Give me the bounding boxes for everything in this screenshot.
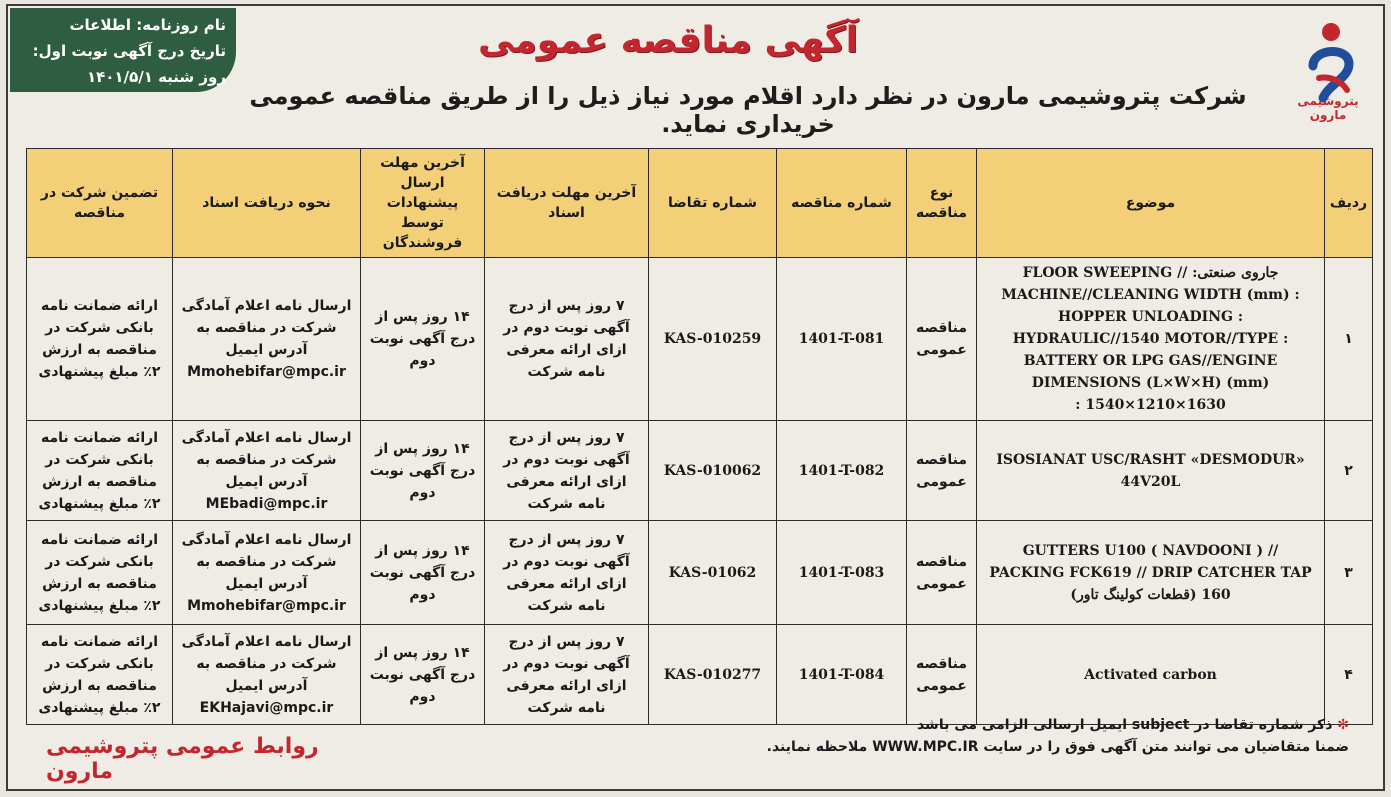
publish-date-label: تاریخ درج آگهی نوبت اول: bbox=[32, 42, 226, 60]
cell-tender-number: 1401-T-081 bbox=[777, 258, 907, 421]
cell-subject: Activated carbon bbox=[977, 625, 1325, 725]
cell-tender-number: 1401-T-084 bbox=[777, 625, 907, 725]
cell-request-number: KAS-010277 bbox=[649, 625, 777, 725]
cell-subject: GUTTERS U100 ( NAVDOONI ) // PACKING FCK619 // DRIP CATCHER TAP 160 (قطعات کولینگ تاور) bbox=[977, 521, 1325, 625]
cell-row-number: ۳ bbox=[1325, 521, 1373, 625]
header-offer-deadline: آخرین مهلت ارسال پیشنهادات توسط فروشندگان bbox=[361, 149, 485, 258]
tender-advertisement bbox=[6, 4, 1385, 791]
cell-doc-method: ارسال نامه اعلام آمادگی شرکت در مناقصه به آدرس ایمیل MEbadi@mpc.ir bbox=[173, 421, 361, 521]
cell-subject: جاروی صنعتی: // FLOOR SWEEPING MACHINE//CLEANING WIDTH (mm) : HOPPER UNLOADING : HYDRAULIC//1540 MOTOR//TYPE : BATTERY OR LPG GAS//ENGINE DIMENSIONS (L×W×H) (mm) 1540×1210×1630 : bbox=[977, 258, 1325, 421]
table-row bbox=[27, 258, 1373, 421]
footer-note-2: ضمنا متقاضیان می توانند متن آگهی فوق را در سایت WWW.MPC.IR ملاحظه نمایند. bbox=[766, 739, 1349, 755]
cell-row-number: ۱ bbox=[1325, 258, 1373, 421]
header-type: نوع مناقصه bbox=[907, 149, 977, 258]
page-subtitle: شرکت پتروشیمی مارون در نظر دارد اقلام مورد نیاز ذیل را از طریق مناقصه عمومی خریداری نماید. bbox=[249, 82, 1247, 138]
public-relations-signature: روابط عمومی پتروشیمی مارون bbox=[46, 734, 319, 784]
cell-doc-method: ارسال نامه اعلام آمادگی شرکت در مناقصه به آدرس ایمیل Mmohebifar@mpc.ir bbox=[173, 258, 361, 421]
table-row bbox=[27, 625, 1373, 725]
cell-row-number: ۲ bbox=[1325, 421, 1373, 521]
cell-tender-number: 1401-T-083 bbox=[777, 521, 907, 625]
header-doc-deadline: آخرین مهلت دریافت اسناد bbox=[485, 149, 649, 258]
header-subject: موضوع bbox=[977, 149, 1325, 258]
cell-doc-method: ارسال نامه اعلام آمادگی شرکت در مناقصه به آدرس ایمیل EKHajavi@mpc.ir bbox=[173, 625, 361, 725]
cell-tender-number: 1401-T-082 bbox=[777, 421, 907, 521]
cell-type: مناقصه عمومی bbox=[907, 521, 977, 625]
table-row bbox=[27, 521, 1373, 625]
header-doc-method: نحوه دریافت اسناد bbox=[173, 149, 361, 258]
cell-doc-deadline: ۷ روز پس از درج آگهی نوبت دوم در ازای ارائه معرفی نامه شرکت bbox=[485, 521, 649, 625]
cell-type: مناقصه عمومی bbox=[907, 625, 977, 725]
cell-offer-deadline: ۱۴ روز پس از درج آگهی نوبت دوم bbox=[361, 625, 485, 725]
cell-row-number: ۴ bbox=[1325, 625, 1373, 725]
cell-doc-method: ارسال نامه اعلام آمادگی شرکت در مناقصه به آدرس ایمیل Mmohebifar@mpc.ir bbox=[173, 521, 361, 625]
cell-offer-deadline: ۱۴ روز پس از درج آگهی نوبت دوم bbox=[361, 258, 485, 421]
logo-text: پتروشیمی مارون bbox=[1297, 94, 1359, 122]
cell-guarantee: ارائه ضمانت نامه بانکی شرکت در مناقصه به ارزش ۲٪ مبلغ پیشنهادی bbox=[27, 258, 173, 421]
header-guarantee: تضمین شرکت در مناقصه bbox=[27, 149, 173, 258]
cell-type: مناقصه عمومی bbox=[907, 258, 977, 421]
cell-doc-deadline: ۷ روز پس از درج آگهی نوبت دوم در ازای ارائه معرفی نامه شرکت bbox=[485, 258, 649, 421]
cell-request-number: KAS-010259 bbox=[649, 258, 777, 421]
tender-table bbox=[26, 148, 1373, 725]
table-header-row bbox=[27, 149, 1373, 258]
cell-doc-deadline: ۷ روز پس از درج آگهی نوبت دوم در ازای ارائه معرفی نامه شرکت bbox=[485, 625, 649, 725]
cell-request-number: KAS-010062 bbox=[649, 421, 777, 521]
cell-guarantee: ارائه ضمانت نامه بانکی شرکت در مناقصه به ارزش ۲٪ مبلغ پیشنهادی bbox=[27, 421, 173, 521]
header-tender-number: شماره مناقصه bbox=[777, 149, 907, 258]
cell-offer-deadline: ۱۴ روز پس از درج آگهی نوبت دوم bbox=[361, 421, 485, 521]
cell-guarantee: ارائه ضمانت نامه بانکی شرکت در مناقصه به ارزش ۲٪ مبلغ پیشنهادی bbox=[27, 521, 173, 625]
cell-subject: ISOSIANAT USC/RASHT «DESMODUR» 44V20L bbox=[977, 421, 1325, 521]
header-request-number: شماره تقاضا bbox=[649, 149, 777, 258]
footer-note-1 bbox=[729, 714, 1349, 736]
cell-offer-deadline: ۱۴ روز پس از درج آگهی نوبت دوم bbox=[361, 521, 485, 625]
cell-request-number: KAS-01062 bbox=[649, 521, 777, 625]
cell-guarantee: ارائه ضمانت نامه بانکی شرکت در مناقصه به ارزش ۲٪ مبلغ پیشنهادی bbox=[27, 625, 173, 725]
table-row bbox=[27, 421, 1373, 521]
newspaper-name: نام روزنامه: اطلاعات bbox=[69, 16, 226, 34]
header-row-number: ردیف bbox=[1325, 149, 1373, 258]
cell-doc-deadline: ۷ روز پس از درج آگهی نوبت دوم در ازای ارائه معرفی نامه شرکت bbox=[485, 421, 649, 521]
newspaper-info-box bbox=[10, 8, 236, 92]
footer-notes bbox=[729, 714, 1349, 758]
cell-type: مناقصه عمومی bbox=[907, 421, 977, 521]
asterisk-icon: ✻ bbox=[1337, 717, 1349, 733]
page-title: آگهی مناقصه عمومی bbox=[478, 20, 858, 61]
footer-note-1-text: ذکر شماره تقاضا در subject ایمیل ارسالی الزامی می باشد bbox=[916, 717, 1333, 733]
publish-date-value: روز شنبه ۱۴۰۱/۵/۱ bbox=[86, 68, 226, 86]
